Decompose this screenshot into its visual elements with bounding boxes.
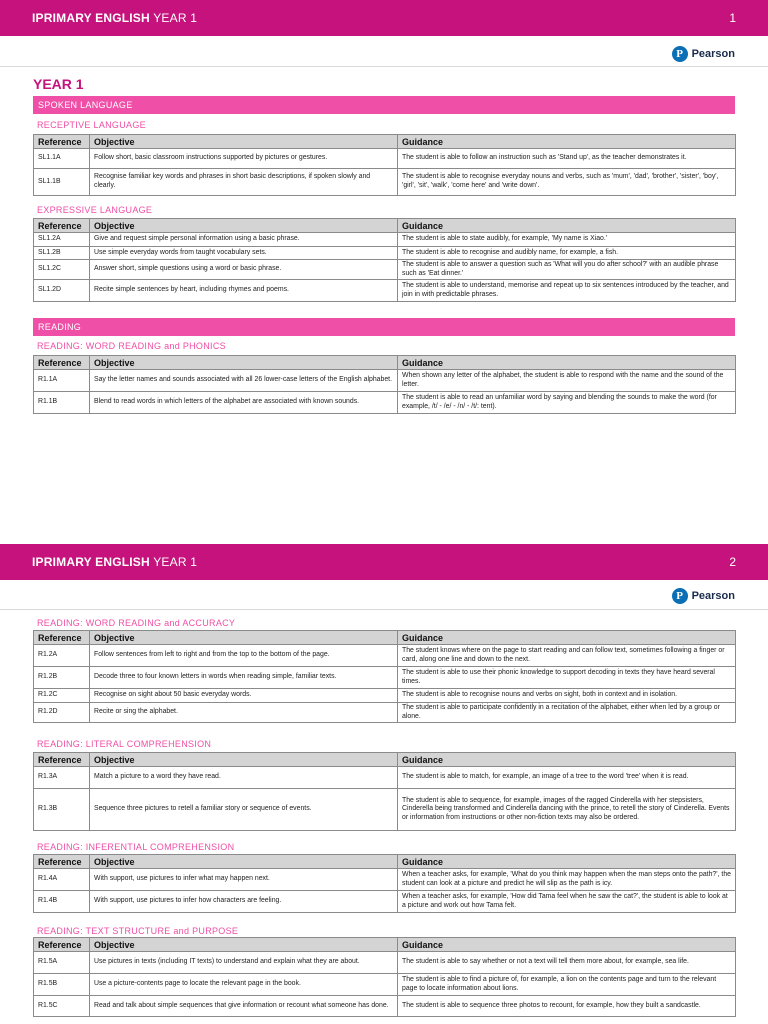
guidance-header: Guidance (398, 753, 736, 767)
table-row (34, 233, 736, 247)
guidance-cell: The student is able to recognise nouns and verbs on sight, both in context and in isolation. (398, 689, 736, 703)
guidance-cell: The student is able to answer a question such as 'What will you do after school?' with an audible phrase such as 'Eat dinner.' (398, 260, 736, 280)
section-band: SPOKEN LANGUAGE (33, 96, 735, 114)
reference-header: Reference (34, 356, 90, 370)
table-row (34, 392, 736, 414)
table-row (34, 370, 736, 392)
doc-title (32, 11, 197, 25)
table-row (34, 996, 736, 1017)
reference-cell: R1.2C (34, 689, 90, 703)
table-header-row (34, 938, 736, 952)
objective-cell: Use simple everyday words from taught vocabulary sets. (90, 247, 398, 260)
guidance-cell: The student knows where on the page to start reading and can follow text, sometimes following a finger or card, along one line and down to the next. (398, 645, 736, 667)
reference-header: Reference (34, 938, 90, 952)
objective-header: Objective (90, 855, 398, 869)
table-accuracy (33, 630, 736, 723)
guidance-cell: The student is able to sequence three photos to recount, for example, how they built a sandcastle. (398, 996, 736, 1017)
table-row (34, 689, 736, 703)
table-row (34, 667, 736, 689)
guidance-cell: The student is able to understand, memorise and repeat up to six sentences introduced by the teacher, and join in with predictable phrases. (398, 280, 736, 302)
reference-cell: SL1.1A (34, 149, 90, 169)
reference-cell: R1.4A (34, 869, 90, 891)
reference-header: Reference (34, 219, 90, 233)
brand-label: IPRIMARY ENGLISH (32, 11, 150, 25)
table-row (34, 869, 736, 891)
logo-text: Pearson (691, 590, 735, 602)
guidance-cell: The student is able to recognise everyday nouns and verbs, such as 'mum', 'dad', 'brother', 'sister', 'boy', 'girl', 'sit', 'walk', 'come here' and 'write down'. (398, 169, 736, 196)
guidance-cell: When a teacher asks, for example, 'What do you think may happen when the man steps onto the path?', the student can look at a picture and predict he will slip as the path is icy. (398, 869, 736, 891)
divider (0, 66, 768, 67)
page-number: 1 (729, 11, 736, 25)
objective-cell: With support, use pictures to infer how characters are feeling. (90, 891, 398, 913)
subsection-title: READING: WORD READING and ACCURACY (37, 618, 236, 628)
reference-cell: R1.5A (34, 952, 90, 974)
subsection-title: READING: LITERAL COMPREHENSION (37, 739, 212, 749)
guidance-header: Guidance (398, 938, 736, 952)
page-header-2 (0, 544, 768, 580)
reference-header: Reference (34, 753, 90, 767)
guidance-cell: The student is able to say whether or not a text will tell them more about, for example, sea life. (398, 952, 736, 974)
table-header-row (34, 855, 736, 869)
reference-cell: SL1.2B (34, 247, 90, 260)
table-row (34, 767, 736, 789)
table-header-row (34, 219, 736, 233)
reference-cell: R1.2A (34, 645, 90, 667)
guidance-header: Guidance (398, 135, 736, 149)
objective-cell: With support, use pictures to infer what may happen next. (90, 869, 398, 891)
guidance-header: Guidance (398, 855, 736, 869)
guidance-cell: The student is able to find a picture of, for example, a lion on the contents page and turn to the relevant page to locate information about lions. (398, 974, 736, 996)
table-row (34, 789, 736, 831)
objective-header: Objective (90, 938, 398, 952)
reference-cell: SL1.1B (34, 169, 90, 196)
logo-text: Pearson (691, 48, 735, 60)
guidance-cell: The student is able to state audibly, for example, 'My name is Xiao.' (398, 233, 736, 247)
pearson-p-icon: P (672, 588, 688, 604)
table-receptive (33, 134, 736, 196)
guidance-cell: The student is able to match, for example, an image of a tree to the word 'tree' when it is read. (398, 767, 736, 789)
reference-cell: R1.2D (34, 703, 90, 723)
objective-cell: Give and request simple personal information using a basic phrase. (90, 233, 398, 247)
objective-cell: Decode three to four known letters in words when reading simple, familiar texts. (90, 667, 398, 689)
table-header-row (34, 356, 736, 370)
year-label: YEAR 1 (153, 555, 198, 569)
table-row (34, 280, 736, 302)
objective-cell: Say the letter names and sounds associated with all 26 lower-case letters of the English alphabet. (90, 370, 398, 392)
reference-cell: SL1.2C (34, 260, 90, 280)
guidance-cell: When a teacher asks, for example, 'How did Tama feel when he saw the cat?', the student is able to look at a picture and work out how Tama felt. (398, 891, 736, 913)
objective-cell: Follow short, basic classroom instructions supported by pictures or gestures. (90, 149, 398, 169)
table-row (34, 247, 736, 260)
reference-header: Reference (34, 135, 90, 149)
year-label: YEAR 1 (153, 11, 198, 25)
objective-cell: Sequence three pictures to retell a familiar story or sequence of events. (90, 789, 398, 831)
table-row (34, 169, 736, 196)
section-band: READING (33, 318, 735, 336)
guidance-header: Guidance (398, 631, 736, 645)
reference-cell: R1.5C (34, 996, 90, 1017)
objective-cell: Recite or sing the alphabet. (90, 703, 398, 723)
objective-cell: Use pictures in texts (including IT texts) to understand and explain what they are about. (90, 952, 398, 974)
guidance-header: Guidance (398, 356, 736, 370)
objective-cell: Match a picture to a word they have read. (90, 767, 398, 789)
reference-cell: R1.5B (34, 974, 90, 996)
objective-cell: Read and talk about simple sequences that give information or recount what someone has done. (90, 996, 398, 1017)
objective-cell: Answer short, simple questions using a word or basic phrase. (90, 260, 398, 280)
table-expressive (33, 218, 736, 302)
guidance-header: Guidance (398, 219, 736, 233)
objective-cell: Recite simple sentences by heart, including rhymes and poems. (90, 280, 398, 302)
table-structure (33, 937, 736, 1017)
table-header-row (34, 753, 736, 767)
objective-header: Objective (90, 219, 398, 233)
reference-cell: SL1.2A (34, 233, 90, 247)
subsection-title: RECEPTIVE LANGUAGE (37, 120, 146, 130)
objective-cell: Recognise familiar key words and phrases in short basic descriptions, if spoken slowly and clearly. (90, 169, 398, 196)
objective-cell: Use a picture-contents page to locate the relevant page in the book. (90, 974, 398, 996)
reference-header: Reference (34, 631, 90, 645)
objective-cell: Blend to read words in which letters of the alphabet are associated with known sounds. (90, 392, 398, 414)
objective-header: Objective (90, 135, 398, 149)
table-inferential (33, 854, 736, 913)
reference-cell: R1.2B (34, 667, 90, 689)
objective-cell: Follow sentences from left to right and from the top to the bottom of the page. (90, 645, 398, 667)
brand-label: IPRIMARY ENGLISH (32, 555, 150, 569)
pearson-logo (672, 587, 735, 605)
table-phonics (33, 355, 736, 414)
guidance-cell: The student is able to use their phonic knowledge to support decoding in texts they have heard several times. (398, 667, 736, 689)
pearson-logo (672, 45, 735, 63)
table-row (34, 891, 736, 913)
reference-cell: R1.4B (34, 891, 90, 913)
reference-cell: R1.3B (34, 789, 90, 831)
table-header-row (34, 135, 736, 149)
objective-header: Objective (90, 356, 398, 370)
table-header-row (34, 631, 736, 645)
doc-title (32, 555, 197, 569)
table-row (34, 952, 736, 974)
subsection-title: EXPRESSIVE LANGUAGE (37, 205, 153, 215)
subsection-title: READING: WORD READING and PHONICS (37, 341, 226, 351)
reference-cell: SL1.2D (34, 280, 90, 302)
table-row (34, 260, 736, 280)
reference-cell: R1.3A (34, 767, 90, 789)
objective-cell: Recognise on sight about 50 basic everyday words. (90, 689, 398, 703)
pearson-p-icon: P (672, 46, 688, 62)
table-row (34, 703, 736, 723)
guidance-cell: The student is able to recognise and audibly name, for example, a fish. (398, 247, 736, 260)
table-row (34, 974, 736, 996)
reference-cell: R1.1A (34, 370, 90, 392)
reference-cell: R1.1B (34, 392, 90, 414)
page-title: YEAR 1 (33, 76, 84, 92)
subsection-title: READING: INFERENTIAL COMPREHENSION (37, 842, 235, 852)
page-header-1 (0, 0, 768, 36)
table-row (34, 149, 736, 169)
guidance-cell: The student is able to follow an instruction such as 'Stand up', as the teacher demonstrates it. (398, 149, 736, 169)
guidance-cell: The student is able to read an unfamiliar word by saying and blending the sounds to make the word (for example, /t/ - /e/ - /n/ - /t/: tent). (398, 392, 736, 414)
table-row (34, 645, 736, 667)
guidance-cell: The student is able to participate confidently in a recitation of the alphabet, either when led by a group or alone. (398, 703, 736, 723)
subsection-title: READING: TEXT STRUCTURE and PURPOSE (37, 926, 239, 936)
objective-header: Objective (90, 753, 398, 767)
page-number: 2 (729, 555, 736, 569)
guidance-cell: When shown any letter of the alphabet, the student is able to respond with the name and the sound of the letter. (398, 370, 736, 392)
objective-header: Objective (90, 631, 398, 645)
divider (0, 609, 768, 610)
reference-header: Reference (34, 855, 90, 869)
table-literal (33, 752, 736, 831)
guidance-cell: The student is able to sequence, for example, images of the ragged Cinderella with her stepsisters, Cinderella being transformed and Cinderella dancing with the prince, to retell the story of Cinderella. Events or information from instructions or other non-fiction texts may also be ordered. (398, 789, 736, 831)
